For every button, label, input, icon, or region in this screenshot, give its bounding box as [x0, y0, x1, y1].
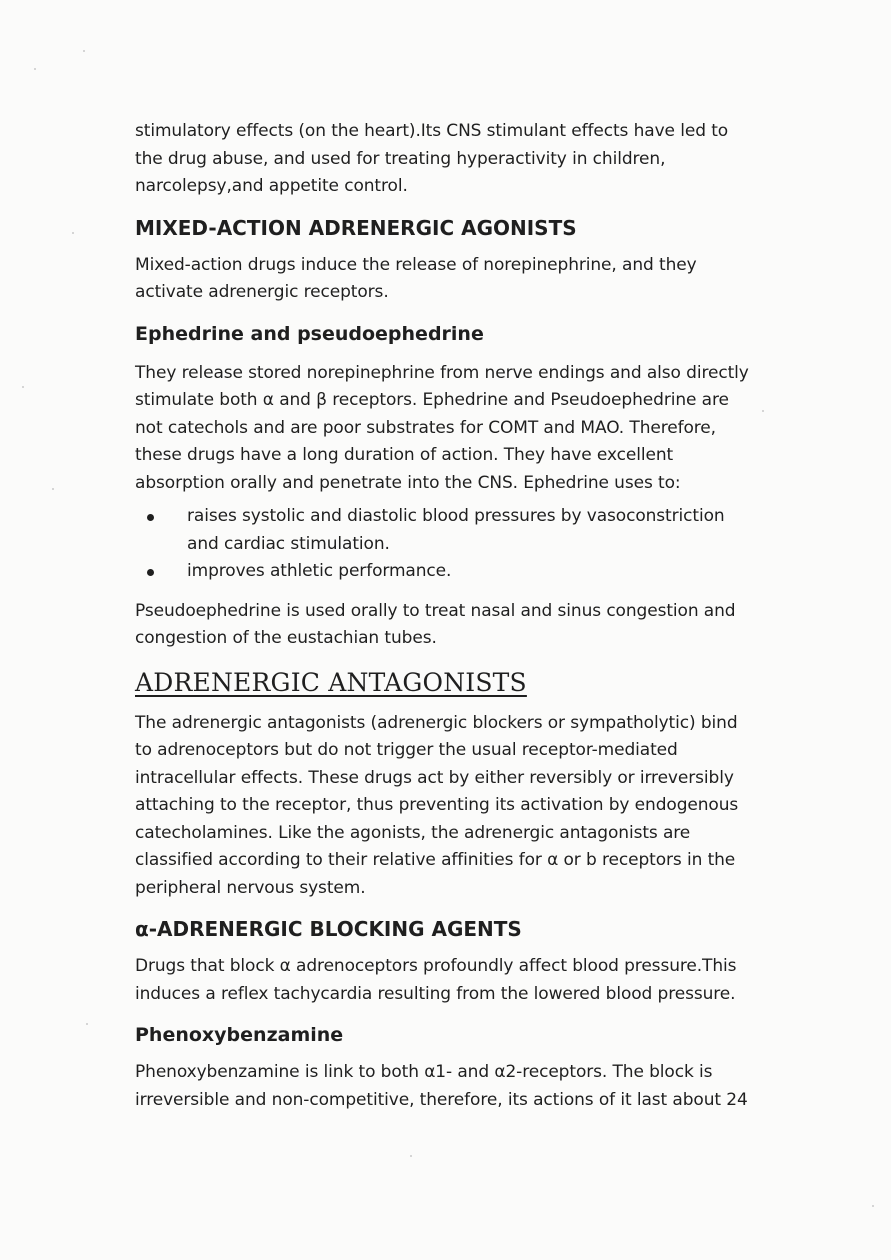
antagonists-paragraph: The adrenergic antagonists (adrenergic blockers or sympatholytic) bind to adrenoceptors but do not trigger the usual receptor-mediated intracellular effects. These drugs act by either reversibly or irreversibly attaching to the receptor, thus preventing its activation by endogenous catecholamines. Like the agonists, the adrenergic antagonists are classified according to their relative affinities for α or b receptors in the peripheral nervous system.: [135, 712, 739, 898]
adrenergic-antagonists-heading: ADRENERGIC ANTAGONISTS: [135, 667, 527, 697]
scan-speck: [410, 1155, 412, 1157]
ephedrine-uses-list: [135, 503, 755, 586]
mixed-action-paragraph: Mixed-action drugs induce the release of norepinephrine, and they activate adrenergic receptors.: [135, 254, 697, 302]
bullet-icon: [147, 514, 154, 521]
intro-paragraph: stimulatory effects (on the heart).Its CNS stimulant effects have led to the drug abuse, and used for treating hyperactivity in children, narcolepsy,and appetite control.: [135, 121, 729, 196]
list-item-text: raises systolic and diastolic blood pressures by vasoconstriction and cardiac stimulation.: [187, 506, 725, 554]
scan-speck: [872, 1205, 874, 1207]
scan-speck: [34, 68, 36, 70]
alpha-blocking-heading: α-ADRENERGIC BLOCKING AGENTS: [135, 917, 522, 941]
list-item: [135, 503, 755, 558]
phenoxybenzamine-heading: Phenoxybenzamine: [135, 1024, 344, 1046]
list-item-text: improves athletic performance.: [187, 561, 452, 581]
phenoxybenzamine-paragraph: Phenoxybenzamine is link to both α1- and α2-receptors. The block is irreversible and non-competitive, therefore, its actions of it last about 24: [135, 1062, 748, 1110]
scan-speck: [22, 386, 24, 388]
bullet-icon: [147, 569, 154, 576]
ephedrine-paragraph: They release stored norepinephrine from nerve endings and also directly stimulate both α and β receptors. Ephedrine and Pseudoephedrine are not catechols and are poor substrates for COMT and MAO. Therefore, these drugs have a long duration of action. They have excellent absorption orally and penetrate into the CNS. Ephedrine uses to:: [135, 362, 749, 493]
scan-speck: [83, 50, 85, 52]
scan-speck: [52, 488, 54, 490]
alpha-blocking-paragraph: Drugs that block α adrenoceptors profoundly affect blood pressure.This induces a reflex tachycardia resulting from the lowered blood pressure.: [135, 956, 737, 1004]
scan-speck: [762, 410, 764, 412]
pseudoephedrine-paragraph: Pseudoephedrine is used orally to treat nasal and sinus congestion and congestion of the eustachian tubes.: [135, 600, 736, 648]
ephedrine-heading: Ephedrine and pseudoephedrine: [135, 322, 484, 345]
scan-speck: [72, 232, 74, 234]
mixed-action-heading: MIXED-ACTION ADRENERGIC AGONISTS: [135, 215, 577, 240]
scan-speck: [86, 1023, 88, 1025]
list-item: [135, 558, 755, 586]
document-body: [135, 118, 755, 1114]
